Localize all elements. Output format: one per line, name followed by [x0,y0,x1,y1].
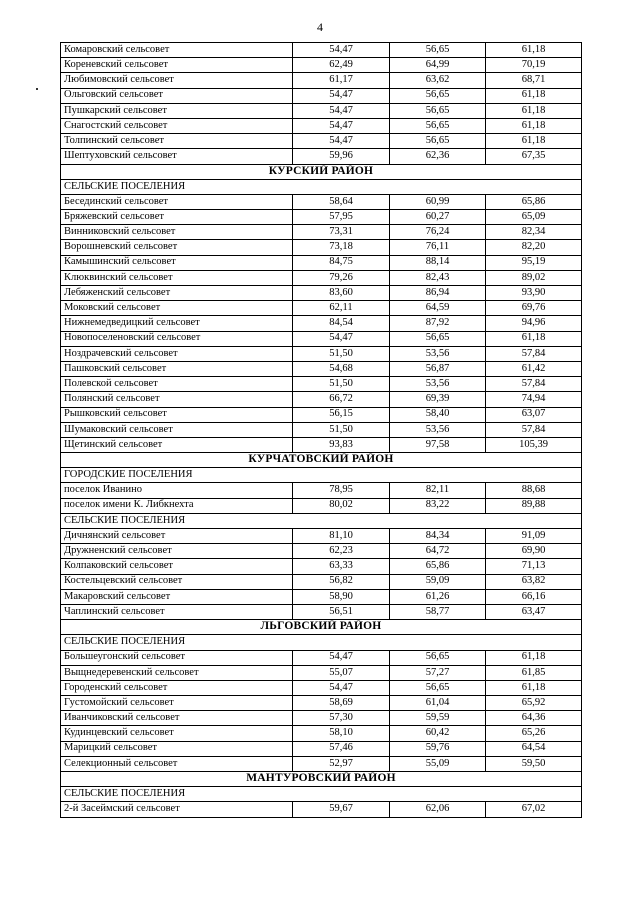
value-1-cell: 58,64 [293,194,390,209]
value-2-cell: 60,99 [390,194,486,209]
table-row [61,574,582,589]
table-row [61,286,582,301]
settlement-category-label: СЕЛЬСКИЕ ПОСЕЛЕНИЯ [61,635,582,650]
settlement-category-label: ГОРОДСКИЕ ПОСЕЛЕНИЯ [61,468,582,483]
value-3-cell: 67,02 [486,802,582,817]
value-2-cell: 57,27 [390,665,486,680]
value-2-cell: 64,72 [390,544,486,559]
value-3-cell: 61,18 [486,331,582,346]
value-2-cell: 59,76 [390,741,486,756]
value-3-cell: 57,84 [486,422,582,437]
table-row [61,407,582,422]
settlement-name-cell: Большеугонский сельсовет [61,650,293,665]
settlement-name-cell: Ворошневский сельсовет [61,240,293,255]
value-2-cell: 60,42 [390,726,486,741]
settlement-name-cell: Колпаковский сельсовет [61,559,293,574]
tariff-table-body [61,43,582,818]
value-1-cell: 83,60 [293,286,390,301]
value-3-cell: 69,90 [486,544,582,559]
value-2-cell: 56,65 [390,650,486,665]
value-3-cell: 82,20 [486,240,582,255]
settlement-name-cell: Щетинский сельсовет [61,437,293,452]
district-title: МАНТУРОВСКИЙ РАЙОН [61,772,582,787]
district-header-row [61,453,582,468]
table-row [61,756,582,771]
table-row [61,43,582,58]
tariff-table [60,42,582,818]
value-1-cell: 51,50 [293,346,390,361]
value-2-cell: 88,14 [390,255,486,270]
value-2-cell: 83,22 [390,498,486,513]
value-2-cell: 82,43 [390,270,486,285]
settlement-name-cell: 2-й Засеймский сельсовет [61,802,293,817]
value-3-cell: 61,42 [486,361,582,376]
value-3-cell: 63,07 [486,407,582,422]
value-2-cell: 65,86 [390,559,486,574]
value-1-cell: 56,51 [293,604,390,619]
value-2-cell: 62,06 [390,802,486,817]
value-1-cell: 57,46 [293,741,390,756]
value-2-cell: 56,65 [390,88,486,103]
value-1-cell: 54,47 [293,118,390,133]
value-2-cell: 60,27 [390,210,486,225]
value-1-cell: 84,54 [293,316,390,331]
table-row [61,392,582,407]
settlement-name-cell: Пушкарский сельсовет [61,103,293,118]
value-1-cell: 57,95 [293,210,390,225]
value-2-cell: 58,40 [390,407,486,422]
value-2-cell: 59,09 [390,574,486,589]
district-header-row [61,164,582,179]
value-3-cell: 93,90 [486,286,582,301]
settlement-category-label: СЕЛЬСКИЕ ПОСЕЛЕНИЯ [61,179,582,194]
value-2-cell: 59,59 [390,711,486,726]
settlement-name-cell: Чаплинский сельсовет [61,604,293,619]
table-row [61,422,582,437]
settlement-name-cell: Моковский сельсовет [61,301,293,316]
value-2-cell: 55,09 [390,756,486,771]
table-row [61,741,582,756]
settlement-name-cell: Дичнянский сельсовет [61,529,293,544]
table-row [61,680,582,695]
value-2-cell: 63,62 [390,73,486,88]
value-1-cell: 58,90 [293,589,390,604]
value-1-cell: 52,97 [293,756,390,771]
table-row [61,377,582,392]
value-1-cell: 54,47 [293,650,390,665]
table-row [61,270,582,285]
value-3-cell: 68,71 [486,73,582,88]
value-3-cell: 57,84 [486,346,582,361]
value-3-cell: 95,19 [486,255,582,270]
table-row [61,665,582,680]
value-3-cell: 91,09 [486,529,582,544]
value-1-cell: 62,49 [293,58,390,73]
value-3-cell: 64,36 [486,711,582,726]
settlement-name-cell: Пашковский сельсовет [61,361,293,376]
settlement-name-cell: Новопоселеновский сельсовет [61,331,293,346]
value-2-cell: 56,65 [390,331,486,346]
table-row [61,650,582,665]
table-row [61,711,582,726]
settlement-name-cell: Клюквинский сельсовет [61,270,293,285]
value-1-cell: 54,47 [293,43,390,58]
value-2-cell: 84,34 [390,529,486,544]
value-2-cell: 56,65 [390,134,486,149]
value-3-cell: 65,92 [486,696,582,711]
table-row [61,240,582,255]
settlement-name-cell: Снагостский сельсовет [61,118,293,133]
settlement-name-cell: поселок имени К. Либкнехта [61,498,293,513]
value-3-cell: 61,85 [486,665,582,680]
value-1-cell: 73,31 [293,225,390,240]
value-1-cell: 56,15 [293,407,390,422]
value-2-cell: 56,87 [390,361,486,376]
value-2-cell: 58,77 [390,604,486,619]
value-1-cell: 80,02 [293,498,390,513]
value-3-cell: 64,54 [486,741,582,756]
table-row [61,726,582,741]
value-1-cell: 57,30 [293,711,390,726]
value-2-cell: 56,65 [390,680,486,695]
district-header-row [61,772,582,787]
value-1-cell: 54,47 [293,134,390,149]
table-row [61,559,582,574]
value-2-cell: 53,56 [390,377,486,392]
settlement-name-cell: поселок Иванино [61,483,293,498]
page-number: 4 [317,20,323,34]
table-row [61,225,582,240]
value-1-cell: 61,17 [293,73,390,88]
settlement-name-cell: Ноздрачевский сельсовет [61,346,293,361]
value-3-cell: 70,19 [486,58,582,73]
value-1-cell: 59,96 [293,149,390,164]
settlement-name-cell: Винниковский сельсовет [61,225,293,240]
settlement-name-cell: Комаровский сельсовет [61,43,293,58]
settlement-name-cell: Выщнедеревенский сельсовет [61,665,293,680]
settlement-name-cell: Ольговский сельсовет [61,88,293,103]
value-1-cell: 55,07 [293,665,390,680]
value-1-cell: 58,69 [293,696,390,711]
table-row [61,88,582,103]
value-2-cell: 53,56 [390,422,486,437]
value-1-cell: 51,50 [293,422,390,437]
value-3-cell: 63,47 [486,604,582,619]
value-3-cell: 89,88 [486,498,582,513]
value-2-cell: 97,58 [390,437,486,452]
value-3-cell: 74,94 [486,392,582,407]
value-2-cell: 69,39 [390,392,486,407]
category-header-row [61,635,582,650]
settlement-name-cell: Дружненский сельсовет [61,544,293,559]
value-3-cell: 57,84 [486,377,582,392]
value-2-cell: 76,24 [390,225,486,240]
value-1-cell: 54,47 [293,331,390,346]
settlement-name-cell: Лебяженский сельсовет [61,286,293,301]
value-3-cell: 88,68 [486,483,582,498]
settlement-category-label: СЕЛЬСКИЕ ПОСЕЛЕНИЯ [61,513,582,528]
value-1-cell: 54,47 [293,88,390,103]
table-row [61,437,582,452]
value-3-cell: 63,82 [486,574,582,589]
value-1-cell: 59,67 [293,802,390,817]
value-2-cell: 56,65 [390,43,486,58]
value-1-cell: 62,23 [293,544,390,559]
value-1-cell: 54,47 [293,103,390,118]
settlement-name-cell: Бряжевский сельсовет [61,210,293,225]
district-title: КУРСКИЙ РАЙОН [61,164,582,179]
settlement-name-cell: Шептуховский сельсовет [61,149,293,164]
value-1-cell: 62,11 [293,301,390,316]
settlement-name-cell: Толпинский сельсовет [61,134,293,149]
category-header-row [61,787,582,802]
value-2-cell: 62,36 [390,149,486,164]
table-row [61,604,582,619]
settlement-name-cell: Камышинский сельсовет [61,255,293,270]
value-3-cell: 89,02 [486,270,582,285]
value-3-cell: 105,39 [486,437,582,452]
table-row [61,255,582,270]
value-2-cell: 61,04 [390,696,486,711]
value-1-cell: 58,10 [293,726,390,741]
settlement-name-cell: Полевской сельсовет [61,377,293,392]
value-3-cell: 65,26 [486,726,582,741]
table-row [61,103,582,118]
value-2-cell: 61,26 [390,589,486,604]
settlement-name-cell: Любимовский сельсовет [61,73,293,88]
value-2-cell: 56,65 [390,103,486,118]
value-3-cell: 82,34 [486,225,582,240]
table-row [61,361,582,376]
value-1-cell: 56,82 [293,574,390,589]
table-row [61,696,582,711]
table-row [61,301,582,316]
settlement-name-cell: Шумаковский сельсовет [61,422,293,437]
table-row [61,483,582,498]
table-row [61,316,582,331]
category-header-row [61,468,582,483]
value-2-cell: 64,99 [390,58,486,73]
table-row [61,589,582,604]
table-row [61,498,582,513]
value-1-cell: 54,47 [293,680,390,695]
value-1-cell: 63,33 [293,559,390,574]
settlement-name-cell: Марицкий сельсовет [61,741,293,756]
value-1-cell: 93,83 [293,437,390,452]
table-row [61,346,582,361]
settlement-name-cell: Рышковский сельсовет [61,407,293,422]
settlement-name-cell: Полянский сельсовет [61,392,293,407]
settlement-name-cell: Кудинцевский сельсовет [61,726,293,741]
value-2-cell: 82,11 [390,483,486,498]
table-row [61,134,582,149]
settlement-name-cell: Бесединский сельсовет [61,194,293,209]
value-2-cell: 64,59 [390,301,486,316]
value-3-cell: 71,13 [486,559,582,574]
value-2-cell: 56,65 [390,118,486,133]
value-3-cell: 65,09 [486,210,582,225]
table-row [61,58,582,73]
value-3-cell: 59,50 [486,756,582,771]
settlement-name-cell: Селекционный сельсовет [61,756,293,771]
value-2-cell: 86,94 [390,286,486,301]
settlement-name-cell: Иванчиковский сельсовет [61,711,293,726]
value-3-cell: 61,18 [486,650,582,665]
value-1-cell: 81,10 [293,529,390,544]
settlement-name-cell: Кореневский сельсовет [61,58,293,73]
settlement-name-cell: Нижнемедведицкий сельсовет [61,316,293,331]
value-3-cell: 61,18 [486,118,582,133]
value-3-cell: 61,18 [486,680,582,695]
value-1-cell: 54,68 [293,361,390,376]
settlement-name-cell: Макаровский сельсовет [61,589,293,604]
value-1-cell: 78,95 [293,483,390,498]
value-1-cell: 51,50 [293,377,390,392]
district-title: ЛЬГОВСКИЙ РАЙОН [61,620,582,635]
category-header-row [61,513,582,528]
value-3-cell: 65,86 [486,194,582,209]
value-1-cell: 79,26 [293,270,390,285]
value-3-cell: 61,18 [486,103,582,118]
value-3-cell: 67,35 [486,149,582,164]
value-3-cell: 69,76 [486,301,582,316]
value-3-cell: 61,18 [486,43,582,58]
table-row [61,544,582,559]
table-row [61,194,582,209]
table-row [61,529,582,544]
value-3-cell: 66,16 [486,589,582,604]
table-row [61,118,582,133]
table-row [61,73,582,88]
table-row [61,802,582,817]
scan-speck [36,88,38,90]
category-header-row [61,179,582,194]
value-3-cell: 61,18 [486,88,582,103]
settlement-name-cell: Городенский сельсовет [61,680,293,695]
district-title: КУРЧАТОВСКИЙ РАЙОН [61,453,582,468]
value-2-cell: 87,92 [390,316,486,331]
settlement-name-cell: Костельцевский сельсовет [61,574,293,589]
table-row [61,149,582,164]
settlement-category-label: СЕЛЬСКИЕ ПОСЕЛЕНИЯ [61,787,582,802]
district-header-row [61,620,582,635]
value-1-cell: 73,18 [293,240,390,255]
value-3-cell: 94,96 [486,316,582,331]
value-2-cell: 53,56 [390,346,486,361]
table-row [61,331,582,346]
value-2-cell: 76,11 [390,240,486,255]
table-row [61,210,582,225]
value-3-cell: 61,18 [486,134,582,149]
value-1-cell: 66,72 [293,392,390,407]
value-1-cell: 84,75 [293,255,390,270]
settlement-name-cell: Густомойский сельсовет [61,696,293,711]
